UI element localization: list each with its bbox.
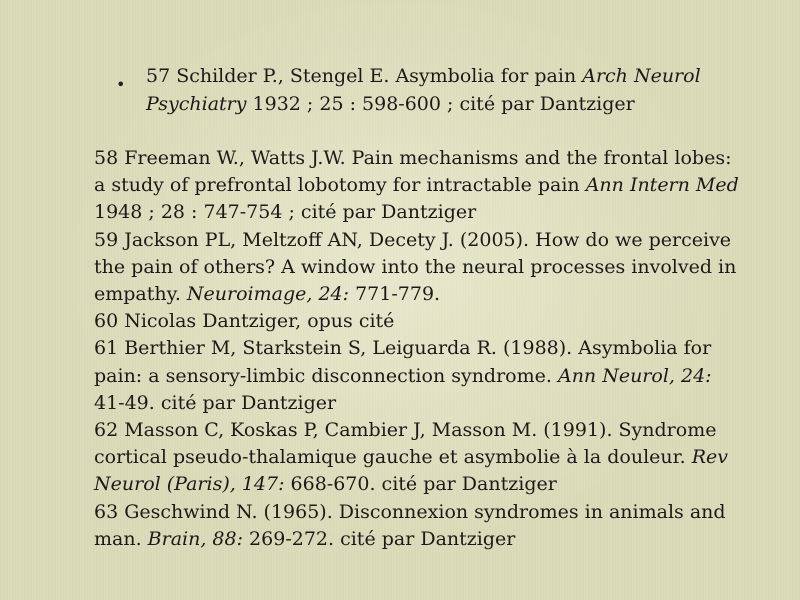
reference-text: 62 Masson C, Koskas P, Cambier J, Masson M. (1991). Syndrome cortical pseudo-thalamique gauche et asymbolie à la douleur. (94, 419, 717, 469)
reference-details: 1948 ; 28 : 747-754 ; cité par Dantziger (94, 201, 477, 224)
reference-details: 269-272. cité par Dantziger (243, 527, 516, 550)
reference-62 (94, 417, 744, 499)
reference-text: 63 Geschwind N. (1965). Disconnexion syndromes in animals and man. (94, 500, 726, 550)
reference-text: 59 Jackson PL, Meltzoff AN, Decety J. (2005). How do we perceive the pain of others? A window into the neural processes involved in empathy. (94, 228, 737, 306)
reference-57 (146, 62, 726, 118)
reference-journal: Ann Neurol, 24: (557, 364, 712, 387)
reference-59 (94, 227, 744, 309)
reference-57-details: 1932 ; 25 : 598-600 ; cité par Dantziger (246, 93, 635, 115)
reference-journal: Neuroimage, 24: (186, 283, 350, 306)
reference-details: 771-779. (349, 283, 441, 306)
reference-57-journal: Arch Neurol Psychiatry (146, 65, 701, 115)
reference-details: 668-670. cité par Dantziger (284, 473, 557, 496)
reference-details: 41-49. cité par Dantziger (94, 391, 337, 414)
reference-60 (94, 308, 744, 335)
reference-63 (94, 499, 744, 553)
reference-list (94, 145, 744, 553)
reference-text: 60 Nicolas Dantziger, opus cité (94, 310, 395, 333)
reference-text: 58 Freeman W., Watts J.W. Pain mechanisms and the frontal lobes: a study of prefrontal lobotomy for intractable pain (94, 147, 732, 197)
reference-journal: Brain, 88: (147, 527, 244, 550)
bullet-dot: • (116, 75, 126, 94)
reference-61 (94, 335, 744, 417)
reference-journal: Ann Intern Med (585, 174, 739, 197)
reference-58 (94, 145, 744, 227)
reference-text: 61 Berthier M, Starkstein S, Leiguarda R. (1988). Asymbolia for pain: a sensory-limbic disconnection syndrome. (94, 337, 712, 387)
reference-journal: Rev Neurol (Paris), 147: (94, 446, 729, 496)
reference-57-authors: 57 Schilder P., Stengel E. Asymbolia for pain (146, 65, 583, 87)
